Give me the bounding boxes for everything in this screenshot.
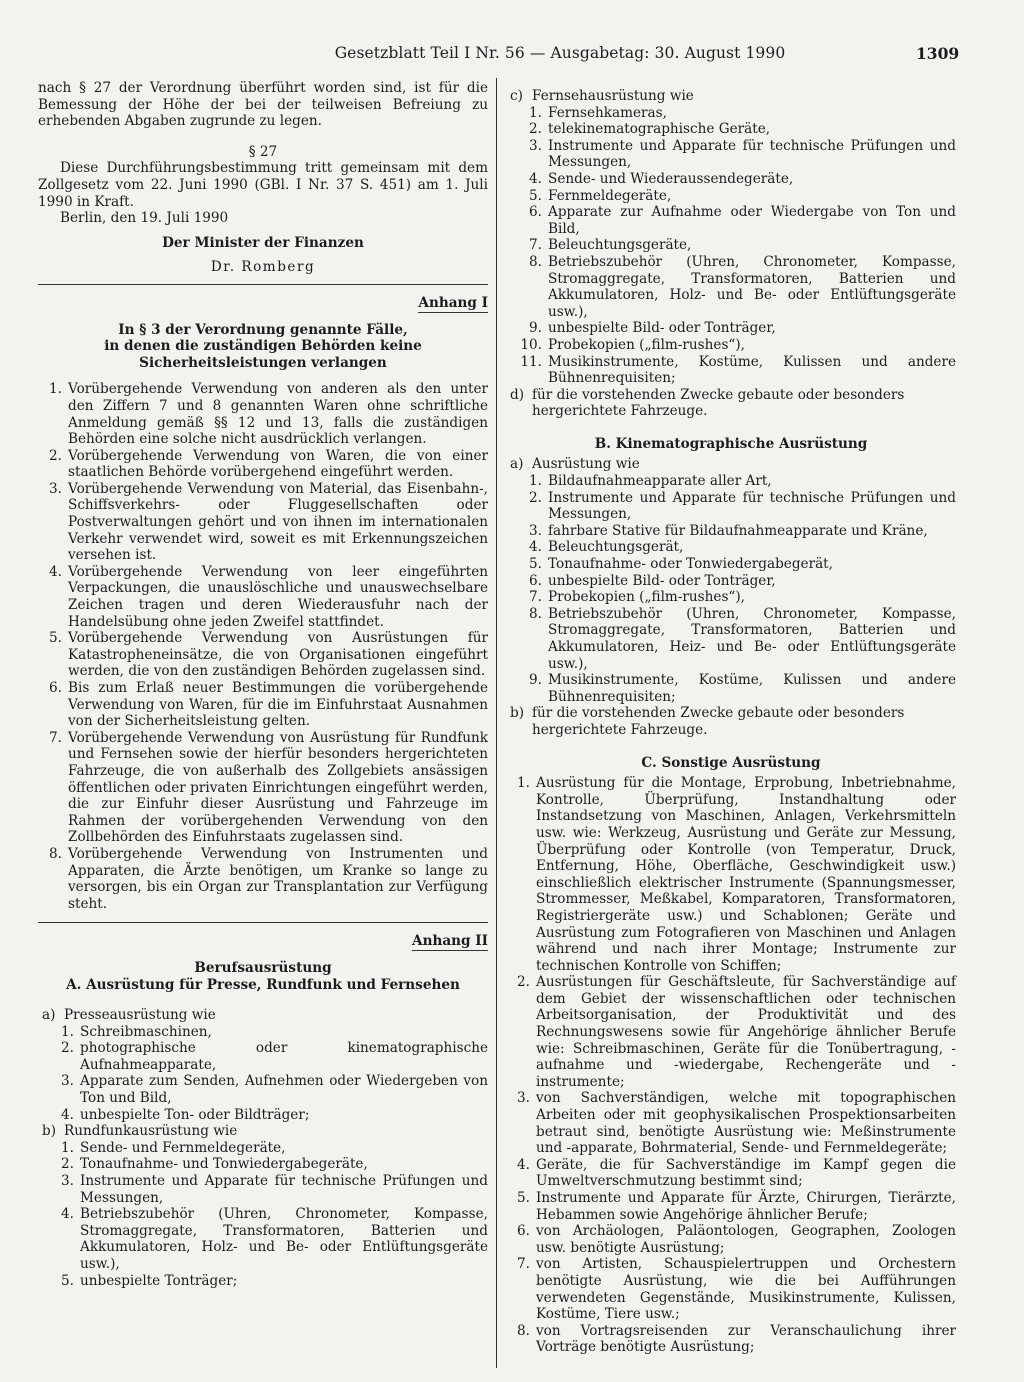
anhang-1-item — [38, 381, 488, 447]
item-text: Vorübergehende Verwendung von Instrumenten und Apparaten, die Ärzte benötigen, um Kranke so lange zu versorgen, bis ein Organ zur Transplantation zur Verfügung steht. — [68, 845, 488, 912]
fernseh-item — [506, 171, 956, 188]
item-number: 11. — [520, 353, 542, 370]
item-text: Vorübergehende Verwendung von leer eingeführten Verpackungen, die unauslöschliche und unauswechselbare Zeichen tragen und deren Wiederausfuhr nach der Handelsübung ohne jeden Zweifel stattfindet. — [68, 563, 488, 630]
item-number: 3. — [61, 1073, 74, 1090]
kinematographie-item — [506, 539, 956, 556]
separator-rule — [38, 922, 488, 923]
item-number: 4. — [529, 170, 542, 187]
item-number: 1. — [517, 775, 530, 792]
item-text: Tonaufnahme- oder Tonwiedergabegerät, — [548, 556, 833, 573]
separator-rule — [38, 284, 488, 285]
anhang-1-item — [38, 680, 488, 730]
item-number: 8. — [517, 1322, 530, 1339]
item-text: Betriebszubehör (Uhren, Chronometer, Kompasse, Stromaggregate, Transformatoren, Batterien und Akkumulatoren, Holz- und Be- oder Entlüftungsgeräte usw.), — [80, 1206, 488, 1272]
item-text: Tonaufnahme- und Tonwiedergabegeräte, — [80, 1156, 368, 1173]
item-number: 9. — [529, 320, 542, 337]
anhang-1-item — [38, 481, 488, 564]
item-number: 7. — [529, 589, 542, 606]
kinematographie-group-title: a) Ausrüstung wie — [510, 456, 640, 473]
presse-item — [38, 1040, 488, 1073]
rundfunk-group-title: b) Rundfunkausrüstung wie — [42, 1123, 238, 1140]
item-text: Bildaufnahmeapparate aller Art, — [548, 473, 772, 490]
sonstige-item — [506, 1090, 956, 1156]
item-number: 5. — [517, 1190, 530, 1206]
item-text: Vorübergehende Verwendung von Waren, die von einer staatlichen Behörde vorübergehend eingeführt werden. — [68, 447, 488, 481]
item-number: 4. — [61, 1206, 74, 1223]
presse-item — [38, 1024, 488, 1041]
anhang-1-item — [38, 846, 488, 912]
sonstige-item — [506, 974, 956, 1090]
kinematographie-item — [506, 556, 956, 573]
item-number: 1. — [529, 473, 542, 490]
kinematographie-item — [506, 589, 956, 606]
item-number: 7. — [517, 1256, 530, 1273]
item-text: unbespielte Bild- oder Tonträger, — [548, 320, 776, 337]
item-text: fahrbare Stative für Bildaufnahmeapparate und Kräne, — [548, 522, 928, 539]
item-number: 6. — [529, 572, 542, 589]
anhang-1-label: Anhang I — [418, 294, 488, 311]
item-number: 1. — [61, 1139, 74, 1156]
item-text: Instrumente und Apparate für technische Prüfungen und Messungen, — [548, 489, 956, 523]
intro-paragraph: nach § 27 der Verordnung überführt worden sind, ist für die Bemessung der Höhe der bei der teilweisen Befreiung zu erhebenden Abgaben zugrunde zu legen. — [38, 80, 488, 130]
rundfunk-list — [38, 1140, 488, 1289]
item-text: Sende- und Wiederaussendegeräte, — [548, 170, 794, 187]
fernseh-item — [506, 204, 956, 237]
item-number: 8. — [529, 253, 542, 270]
item-text: Musikinstrumente, Kostüme, Kulissen und andere Bühnenrequisiten; — [548, 353, 956, 387]
right-column — [506, 88, 956, 1356]
item-text: unbespielte Bild- oder Tonträger, — [548, 572, 776, 589]
rundfunk-item — [38, 1156, 488, 1173]
item-number: 2. — [517, 974, 530, 991]
sonstige-item — [506, 1157, 956, 1190]
anhang-1-item — [38, 564, 488, 630]
kinematographie-item — [506, 573, 956, 590]
fernseh-item — [506, 105, 956, 122]
item-text: Vorübergehende Verwendung von anderen als den unter den Ziffern 7 und 8 genannten Waren ohne schriftliche Anmeldung gemäß §§ 12 und 13, falls die zuständigen Behörden eine solche nicht ausdrücklich verlangen. — [68, 381, 488, 448]
kinematographie-heading: B. Kinematographische Ausrüstung — [594, 435, 868, 452]
item-number: 4. — [61, 1106, 74, 1123]
kinematographie-item — [506, 606, 956, 672]
item-number: 6. — [529, 204, 542, 221]
kinematographie-item — [506, 672, 956, 705]
item-number: 7. — [529, 237, 542, 254]
item-text: Apparate zum Senden, Aufnehmen oder Wiedergeben von Ton und Bild, — [80, 1073, 488, 1107]
anhang-1-list — [38, 381, 488, 912]
item-number: 3. — [529, 137, 542, 154]
anhang-2-heading: Berufsausrüstung A. Ausrüstung für Presse, Rundfunk und Fernsehen — [66, 959, 460, 993]
fernseh-group-title: c) Fernsehausrüstung wie — [510, 88, 694, 104]
fernseh-item — [506, 121, 956, 138]
item-text: Beleuchtungsgeräte, — [548, 237, 692, 254]
item-number: 5. — [49, 630, 62, 647]
anhang-1-item — [38, 630, 488, 680]
rundfunk-item — [38, 1173, 488, 1206]
item-text: von Sachverständigen, welche mit topographischen Arbeiten oder mit geophysikalischen Prospektionsarbeiten betraut sind, benötigte Ausrüstung wie: Meßinstrumente und -apparate, Bohrmaterial, Sende- und Fernmeldegeräte; — [536, 1090, 956, 1157]
item-number: 6. — [517, 1223, 530, 1240]
item-number: 2. — [529, 489, 542, 506]
kinematographie-list — [506, 473, 956, 705]
kinematographie-item — [506, 523, 956, 540]
item-text: Betriebszubehör (Uhren, Chronometer, Kompasse, Stromaggregate, Transformatoren, Batterien und Akkumulatoren, Heiz- und Be- oder Entlüftungsgeräte usw.), — [548, 605, 956, 672]
kinematographie-item — [506, 473, 956, 490]
item-text: Sende- und Fernmeldegeräte, — [80, 1139, 286, 1156]
minister-title: Der Minister der Finanzen — [162, 234, 364, 251]
item-number: 2. — [61, 1156, 74, 1173]
item-number: 8. — [529, 605, 542, 622]
fernseh-item — [506, 320, 956, 337]
item-text: Ausrüstungen für Geschäftsleute, für Sachverständige auf dem Gebiet der wissenschaftlichen oder technischen Arbeitsorganisation, der Produktivität und des Rechnungswesens sowie für Angehörige ähnlicher Berufe wie: Schreibmaschinen, Geräte für die Tonübertragung, -aufnahme und -wiedergabe, Rechengeräte und -instrumente; — [536, 974, 956, 1090]
item-text: Instrumente und Apparate für Ärzte, Chirurgen, Tierärzte, Hebammen sowie Angehörige ähnlicher Berufe; — [536, 1190, 956, 1223]
anhang-1-item — [38, 730, 488, 846]
fernseh-item — [506, 254, 956, 320]
item-text: von Archäologen, Paläontologen, Geographen, Zoologen usw. benötigte Ausrüstung; — [536, 1223, 956, 1256]
item-text: photographische oder kinematographische Aufnahmeapparate, — [80, 1040, 488, 1073]
item-number: 3. — [529, 522, 542, 539]
anhang-2-label: Anhang II — [412, 933, 488, 950]
rundfunk-item — [38, 1140, 488, 1157]
sonstige-item — [506, 1323, 956, 1356]
item-text: Probekopien („film-rushes“), — [548, 589, 745, 606]
item-text: Instrumente und Apparate für technische Prüfungen und Messungen, — [548, 137, 956, 171]
item-number: 10. — [520, 336, 542, 353]
sonstige-list — [506, 775, 956, 1356]
item-text: von Vortragsreisenden zur Veranschaulichung ihrer Vorträge benötigte Ausrüstung; — [536, 1322, 956, 1356]
fernseh-item — [506, 138, 956, 171]
section-heading: § 27 — [248, 143, 278, 160]
item-text: Betriebszubehör (Uhren, Chronometer, Kompasse, Stromaggregate, Transformatoren, Batterien und Akkumulatoren, Holz- und Be- oder Entlüftungsgeräte usw.), — [548, 253, 956, 320]
item-text: Geräte, die für Sachverständige im Kampf gegen die Umweltverschmutzung bestimmt sind; — [536, 1156, 956, 1190]
item-number: 5. — [61, 1272, 74, 1289]
item-number: 8. — [49, 845, 62, 862]
sonstige-item — [506, 1223, 956, 1256]
signatory: Dr. Romberg — [210, 259, 316, 276]
item-number: 3. — [49, 480, 62, 497]
item-number: 1. — [529, 104, 542, 121]
item-text: Fernsehkameras, — [548, 104, 667, 121]
anhang-1-item — [38, 448, 488, 481]
item-text: Vorübergehende Verwendung von Ausrüstungen für Katastropheneinsätze, die von Organisationen eingeführt werden, die von den zuständigen Behörden zugelassen sind. — [68, 630, 488, 680]
item-number: 4. — [529, 539, 542, 556]
item-text: Bis zum Erlaß neuer Bestimmungen die vorübergehende Verwendung von Waren, für die im Einfuhrstaat Ausnahmen von der Sicherheitsleistung gelten. — [68, 680, 488, 730]
anhang-1-heading: In § 3 der Verordnung genannte Fälle, in denen die zuständigen Behörden keine Sicherheitsleistungen verlangen — [104, 321, 422, 371]
rundfunk-item — [38, 1206, 488, 1272]
kinematographie-item — [506, 490, 956, 523]
sonstige-heading: C. Sonstige Ausrüstung — [641, 754, 821, 771]
presse-group-title: a) Presseausrüstung wie — [42, 1007, 216, 1024]
item-number: 1. — [61, 1023, 74, 1040]
item-text: Beleuchtungsgerät, — [548, 539, 684, 556]
item-number: 5. — [529, 556, 542, 573]
item-number: 3. — [61, 1173, 74, 1190]
item-text: Ausrüstung für die Montage, Erprobung, Inbetriebnahme, Kontrolle, Überprüfung, Instandhaltung oder Instandsetzung von Maschinen, Anlagen, Verkehrsmitteln usw. wie: Werkzeug, Ausrüstung und Geräte zur Messung, Überprüfung oder Kontrolle (von Temperatur, Druck, Entfernung, Höhe, Oberfläche, Geschwindigkeit usw.) einschließlich elektrischer Instrumente (Spannungsmesser, Strommesser, Meßkabel, Komparatoren, Transformatoren, Registriergeräte usw.) und Schablonen; Geräte und Ausrüstung zum Fotografieren von Maschinen und Anlagen während und nach ihrer Montage; Instrumente zur technischen Kontrolle von Schiffen; — [536, 775, 956, 974]
item-number: 2. — [49, 447, 62, 464]
sonstige-item — [506, 775, 956, 974]
item-number: 4. — [517, 1156, 530, 1173]
item-text: Vorübergehende Verwendung von Material, das Eisenbahn-, Schiffsverkehrs- oder Fluggesellschaften oder Postverwaltungen gehört und von ihnen im internationalen Verkehr verwendet wird, soweit es mit Erkennungszeichen versehen ist. — [68, 480, 488, 564]
presse-item — [38, 1107, 488, 1124]
fernseh-item — [506, 188, 956, 205]
item-text: Probekopien („film-rushes“), — [548, 336, 745, 353]
presse-item — [38, 1073, 488, 1106]
rundfunk-item — [38, 1273, 488, 1290]
item-number: 6. — [49, 680, 62, 696]
item-text: von Artisten, Schauspielertruppen und Orchestern benötigte Ausrüstung, wie die bei Aufführungen verwendeten Gegenstände, Musikinstrumente, Kulissen, Kostüme, Tiere usw.; — [536, 1256, 956, 1323]
running-header: Gesetzblatt Teil I Nr. 56 — Ausgabetag: 30. August 1990 — [334, 44, 786, 62]
place-date: Berlin, den 19. Juli 1990 — [60, 210, 229, 227]
kino-fahrzeuge-item: b) für die vorstehenden Zwecke gebaute oder besonders hergerichtete Fahrzeuge. — [510, 705, 905, 738]
fahrzeuge-item: d) für die vorstehenden Zwecke gebaute oder besonders hergerichtete Fahrzeuge. — [510, 386, 905, 420]
section-text: Diese Durchführungsbestimmung tritt gemeinsam mit dem Zollgesetz vom 22. Juni 1990 (GBl. I Nr. 37 S. 451) am 1. Juli 1990 in Kraft. — [38, 160, 488, 210]
item-text: Fernmeldegeräte, — [548, 187, 672, 204]
item-text: unbespielte Ton- oder Bildträger; — [80, 1106, 310, 1123]
item-text: unbespielte Tonträger; — [80, 1272, 238, 1289]
item-number: 4. — [49, 563, 62, 580]
item-number: 3. — [517, 1090, 530, 1107]
item-text: Schreibmaschinen, — [80, 1023, 212, 1040]
sonstige-item — [506, 1190, 956, 1223]
fernseh-list — [506, 105, 956, 387]
item-number: 2. — [529, 121, 542, 138]
page-number: 1309 — [916, 44, 960, 63]
item-text: Instrumente und Apparate für technische Prüfungen und Messungen, — [80, 1173, 488, 1206]
item-text: Vorübergehende Verwendung von Ausrüstung für Rundfunk und Fernsehen sowie der hierfür besonders hergerichteten Fahrzeuge, die von außerhalb des Zollgebiets ansässigen öffentlichen oder privaten Einrichtungen eingeführt werden, die zur Einfuhr dieser Ausrüstung und Fahrzeuge im Rahmen der vorübergehenden Verwendung von den Zollbehörden des Einfuhrstaats zugelassen sind. — [68, 729, 488, 846]
item-number: 7. — [49, 729, 62, 746]
item-number: 5. — [529, 187, 542, 204]
item-text: Musikinstrumente, Kostüme, Kulissen und andere Bühnenrequisiten; — [548, 672, 956, 705]
item-text: telekinematographische Geräte, — [548, 121, 771, 138]
fernseh-item — [506, 337, 956, 354]
sonstige-item — [506, 1256, 956, 1322]
item-number: 1. — [49, 381, 62, 398]
column-divider — [496, 78, 497, 1368]
item-number: 9. — [529, 672, 542, 689]
item-number: 2. — [61, 1040, 74, 1057]
left-column — [38, 80, 488, 1289]
presse-list — [38, 1024, 488, 1124]
item-text: Apparate zur Aufnahme oder Wiedergabe von Ton und Bild, — [548, 204, 956, 237]
fernseh-item — [506, 237, 956, 254]
fernseh-item — [506, 354, 956, 387]
